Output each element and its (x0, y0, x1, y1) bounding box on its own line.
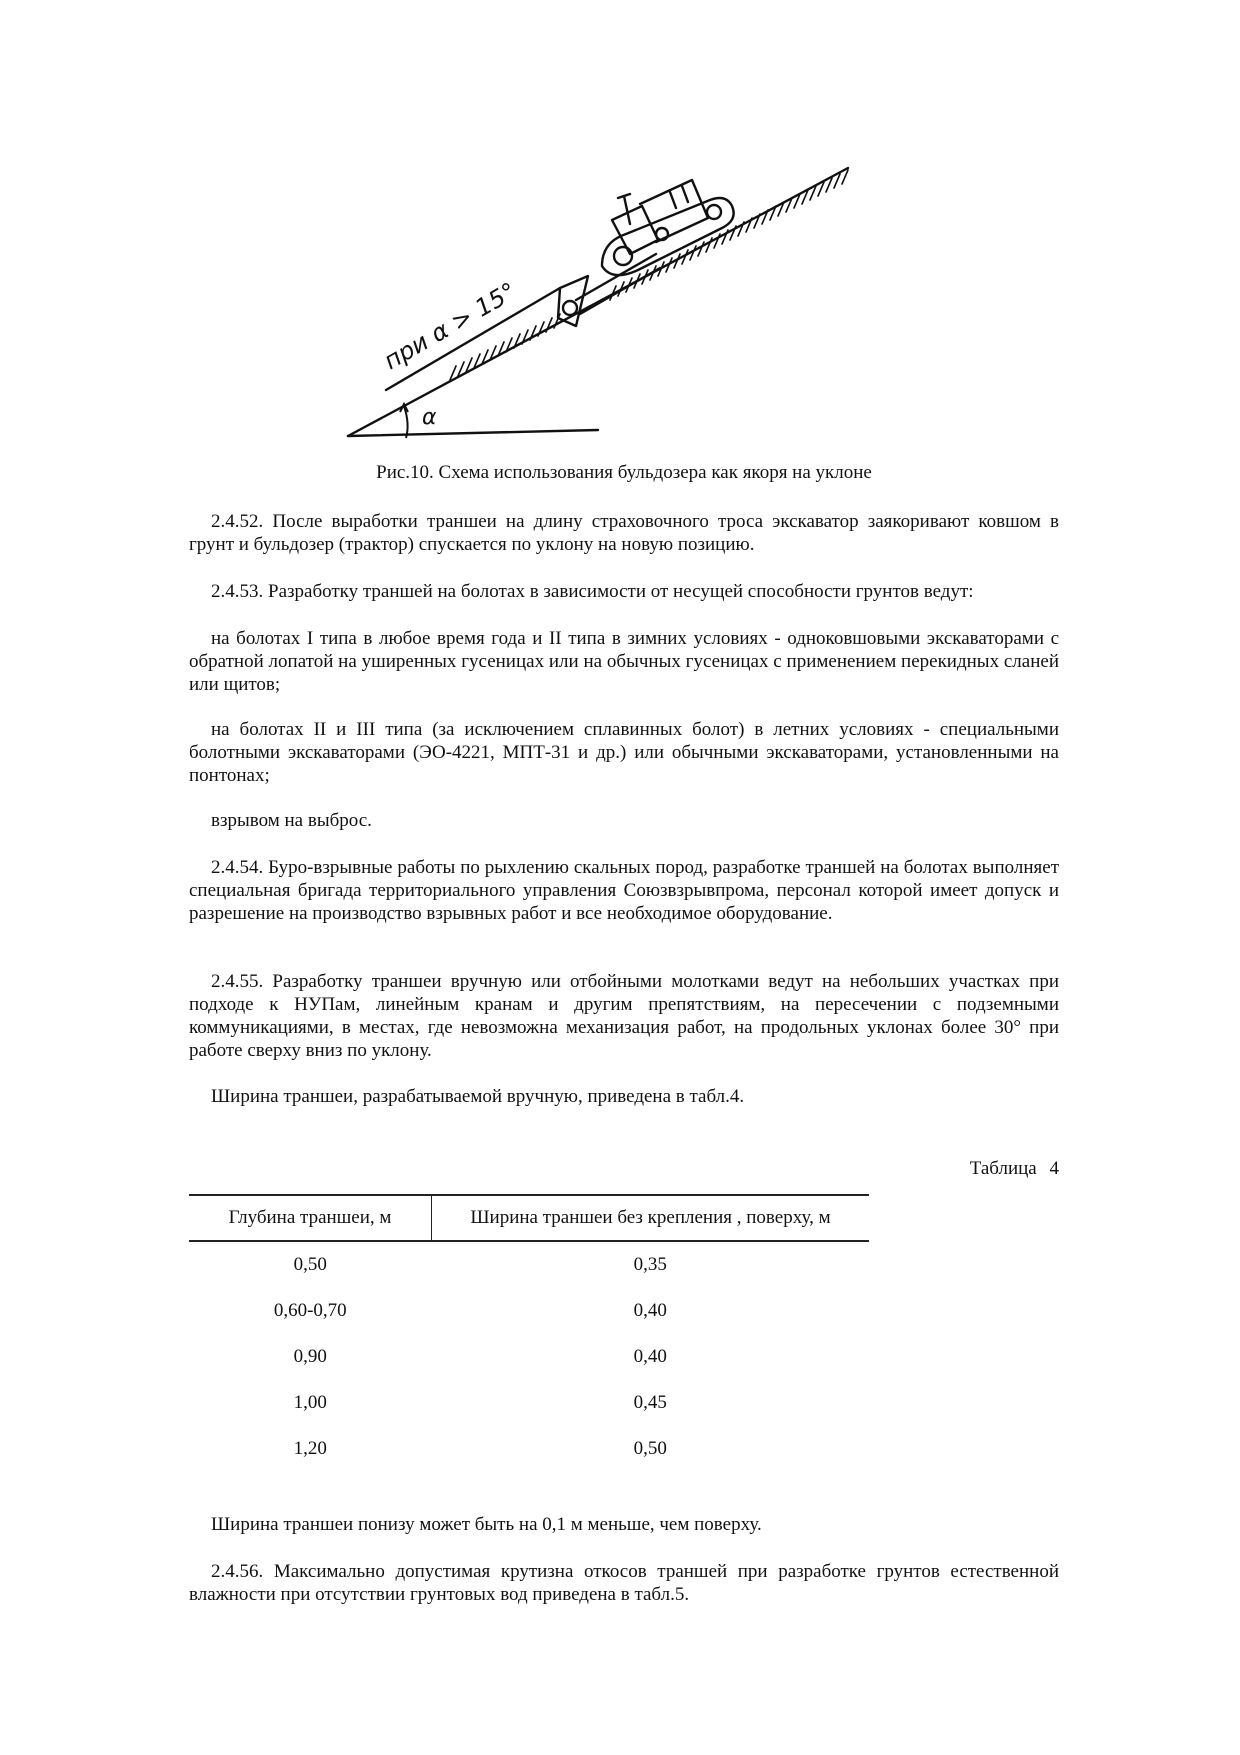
angle-label: α (422, 405, 437, 430)
table-cell-width: 0,40 (633, 1300, 667, 1321)
table-cell-depth: 1,20 (293, 1438, 327, 1459)
table-cell-depth: 0,50 (293, 1254, 327, 1275)
table-row (189, 1241, 869, 1288)
paragraph-2-4-52: 2.4.52. После выработки траншеи на длину страховочного троса экскаватор заякоривают ковшом в грунт и бульдозер (трактор) спускается по уклону на новую позицию. (189, 511, 1059, 555)
table-cell-width: 0,35 (633, 1254, 667, 1275)
bucket-pivot (563, 301, 577, 315)
paragraph-blast: взрывом на выброс. (211, 810, 372, 831)
table-cell-width: 0,40 (633, 1346, 667, 1367)
horizontal-line (348, 430, 598, 436)
table-cell-depth: 1,00 (293, 1392, 327, 1413)
table-row (189, 1288, 869, 1334)
paragraph-table-ref: Ширина траншеи, разрабатываемой вручную, приведена в табл.4. (211, 1086, 745, 1107)
slope-line (348, 168, 848, 436)
table-row (189, 1334, 869, 1380)
table-cell-width: 0,50 (633, 1438, 667, 1459)
paragraph-bottom-width: Ширина траншеи понизу может быть на 0,1 м меньше, чем поверху. (211, 1514, 762, 1535)
figure-caption: Рис.10. Схема использования бульдозера как якоря на уклоне (376, 462, 872, 483)
table-header-width: Ширина траншеи без крепления , поверху, м (432, 1195, 870, 1241)
table-header-depth: Глубина траншеи, м (189, 1195, 432, 1241)
table-row (189, 1380, 869, 1426)
paragraph-bog-type-1: на болотах I типа в любое время года и II типа в зимних условиях - одноковшовыми экскаваторами с обратной лопатой на уширенных гусеницах или на обычных гусеницах с применением перекидных сланей или щитов; (189, 628, 1059, 695)
paragraph-2-4-56: 2.4.56. Максимально допустимая крутизна откосов траншей при разработке грунтов естественной влажности при отсутствии грунтовых вод приведена в табл.5. (189, 1561, 1059, 1605)
paragraph-2-4-54: 2.4.54. Буро-взрывные работы по рыхлению скальных пород, разработке траншей на болотах выполняет специальная бригада территориального управления Союзвзрывпрома, персонал которой имеет допуск и разрешение на производство взрывных работ и все необходимое оборудование. (189, 857, 1059, 924)
table-cell-depth: 0,60-0,70 (273, 1300, 347, 1321)
table-row (189, 1426, 869, 1472)
bulldozer-anchor-figure (340, 158, 900, 448)
table-label: Таблица 4 (969, 1158, 1059, 1179)
paragraph-2-4-53: 2.4.53. Разработку траншей на болотах в зависимости от несущей способности грунтов ведут: (211, 581, 974, 602)
trench-width-table (189, 1194, 869, 1472)
table-header-row (189, 1195, 869, 1241)
paragraph-2-4-55: 2.4.55. Разработку траншеи вручную или отбойными молотками ведут на небольших участках при подходе к НУПам, линейным кранам и другим препятствиям, на пересечении с подземными коммуникациями, в местах, где невозможна механизация работ, на продольных уклонах более 30° при работе сверху вниз по уклону. (189, 971, 1059, 1061)
paragraph-bog-type-2-3: на болотах II и III типа (за исключением сплавинных болот) в летних условиях - специальными болотными экскаваторами (ЭО-4221, МПТ-31 и др.) или обычными экскаваторами, установленными на понтонах; (189, 719, 1059, 786)
slope-annotation: при α > 15° (379, 277, 522, 376)
table-cell-depth: 0,90 (293, 1346, 327, 1367)
table-cell-width: 0,45 (633, 1392, 667, 1413)
